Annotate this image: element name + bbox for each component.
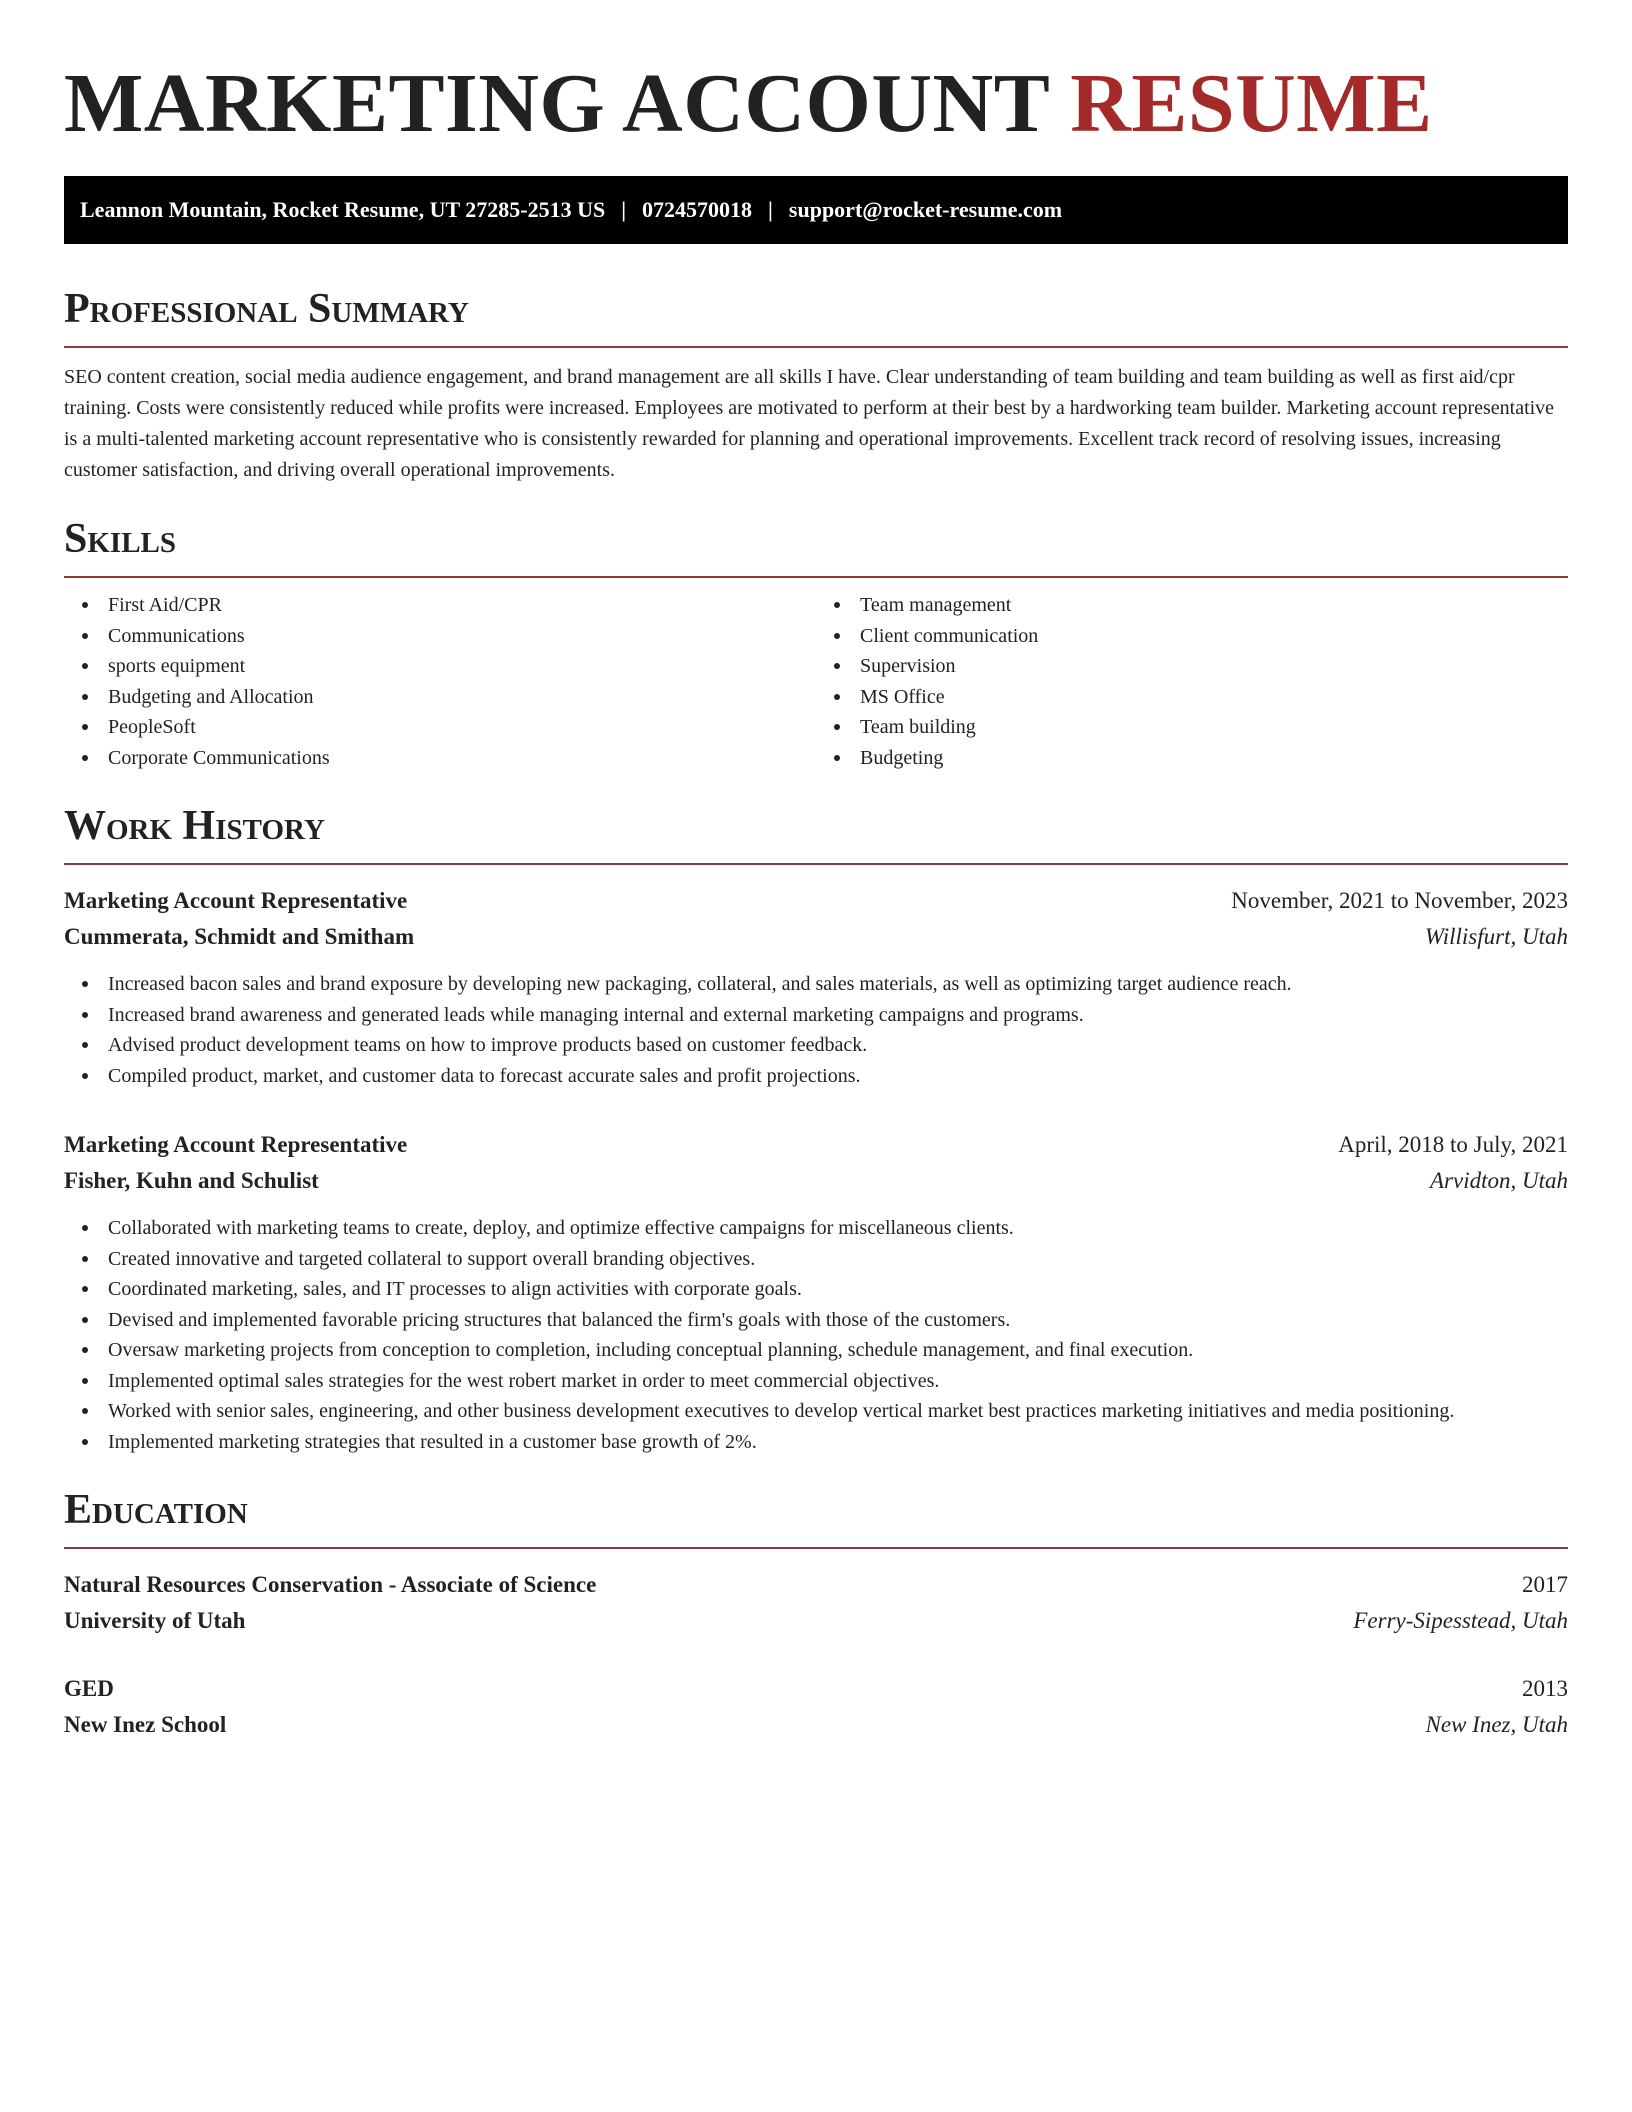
skills-list-left bbox=[64, 590, 816, 773]
job-bullet: Increased bacon sales and brand exposure by developing new packaging, collateral, and sales materials, as well as optimizing target audience reach. bbox=[108, 969, 1568, 1000]
job-header bbox=[64, 883, 1568, 919]
section-divider bbox=[64, 576, 1568, 578]
education-degree: GED bbox=[64, 1676, 114, 1701]
job-location: Willisfurt, Utah bbox=[1424, 924, 1568, 949]
job-entry bbox=[64, 1127, 1568, 1457]
job-dates: April, 2018 to July, 2021 bbox=[1338, 1132, 1568, 1157]
skills-columns bbox=[64, 590, 1568, 773]
summary-heading: Professional Summary bbox=[64, 286, 469, 332]
section-divider bbox=[64, 346, 1568, 348]
skill-item: Client communication bbox=[860, 621, 1568, 652]
skill-item: sports equipment bbox=[108, 651, 816, 682]
contact-separator: | bbox=[621, 197, 627, 222]
job-subheader bbox=[64, 919, 1568, 955]
job-header bbox=[64, 1127, 1568, 1163]
job-bullet: Advised product development teams on how to improve products based on customer feedback. bbox=[108, 1030, 1568, 1061]
contact-phone: 0724570018 bbox=[642, 197, 753, 222]
job-dates: November, 2021 to November, 2023 bbox=[1231, 888, 1568, 913]
education-school: New Inez School bbox=[64, 1712, 227, 1737]
education-year: 2017 bbox=[1522, 1572, 1568, 1597]
education-year: 2013 bbox=[1522, 1676, 1568, 1701]
skill-item: Team building bbox=[860, 712, 1568, 743]
summary-section bbox=[64, 286, 1568, 486]
education-entry bbox=[64, 1671, 1568, 1743]
title-accent: RESUME bbox=[1070, 57, 1433, 150]
education-subheader bbox=[64, 1603, 1568, 1639]
skill-item: Budgeting and Allocation bbox=[108, 682, 816, 713]
work-history-section bbox=[64, 803, 1568, 1457]
job-bullet: Implemented optimal sales strategies for the west robert market in order to meet commercial objectives. bbox=[108, 1366, 1568, 1397]
skills-list-right bbox=[816, 590, 1568, 773]
job-bullet: Created innovative and targeted collateral to support overall branding objectives. bbox=[108, 1244, 1568, 1275]
skill-item: Communications bbox=[108, 621, 816, 652]
job-company: Cummerata, Schmidt and Smitham bbox=[64, 924, 415, 949]
job-bullet: Devised and implemented favorable pricing structures that balanced the firm's goals with those of the customers. bbox=[108, 1305, 1568, 1336]
job-bullet: Worked with senior sales, engineering, and other business development executives to develop vertical market best practices marketing initiatives and media positioning. bbox=[108, 1396, 1568, 1427]
section-divider bbox=[64, 863, 1568, 865]
contact-address: Leannon Mountain, Rocket Resume, UT 27285-2513 US bbox=[80, 197, 606, 222]
resume-title bbox=[64, 56, 1568, 152]
skill-item: PeopleSoft bbox=[108, 712, 816, 743]
education-entry bbox=[64, 1567, 1568, 1639]
education-location: New Inez, Utah bbox=[1425, 1712, 1568, 1737]
contact-email: support@rocket-resume.com bbox=[788, 197, 1063, 222]
job-bullet: Coordinated marketing, sales, and IT processes to align activities with corporate goals. bbox=[108, 1274, 1568, 1305]
skill-item: First Aid/CPR bbox=[108, 590, 816, 621]
skill-item: Corporate Communications bbox=[108, 743, 816, 774]
skill-item: MS Office bbox=[860, 682, 1568, 713]
job-bullet: Compiled product, market, and customer data to forecast accurate sales and profit projections. bbox=[108, 1061, 1568, 1092]
summary-text: SEO content creation, social media audience engagement, and brand management are all skills I have. Clear understanding of team building and team building as well as first aid/cpr training. Costs were consistently reduced while profits were increased. Employees are motivated to perform at their best by a hardworking team builder. Marketing account representative is a multi-talented marketing account representative who is consistently rewarded for planning and operational improvements. Excellent track record of resolving issues, increasing customer satisfaction, and driving overall operational improvements. bbox=[64, 366, 1555, 481]
section-divider bbox=[64, 1547, 1568, 1549]
job-bullet: Oversaw marketing projects from conception to completion, including conceptual planning, schedule management, and final execution. bbox=[108, 1335, 1568, 1366]
skill-item: Supervision bbox=[860, 651, 1568, 682]
education-location: Ferry-Sipesstead, Utah bbox=[1353, 1608, 1568, 1633]
job-role: Marketing Account Representative bbox=[64, 1132, 408, 1157]
job-bullets bbox=[64, 969, 1568, 1091]
resume-page bbox=[64, 56, 1568, 1743]
job-bullet: Increased brand awareness and generated leads while managing internal and external marketing campaigns and programs. bbox=[108, 1000, 1568, 1031]
job-entry bbox=[64, 883, 1568, 1091]
job-bullets bbox=[64, 1213, 1568, 1457]
education-subheader bbox=[64, 1707, 1568, 1743]
job-company: Fisher, Kuhn and Schulist bbox=[64, 1168, 319, 1193]
skills-heading: Skills bbox=[64, 516, 177, 562]
education-school: University of Utah bbox=[64, 1608, 246, 1633]
job-bullet: Collaborated with marketing teams to create, deploy, and optimize effective campaigns for miscellaneous clients. bbox=[108, 1213, 1568, 1244]
skill-item: Budgeting bbox=[860, 743, 1568, 774]
education-degree: Natural Resources Conservation - Associate of Science bbox=[64, 1572, 597, 1597]
skill-item: Team management bbox=[860, 590, 1568, 621]
education-header bbox=[64, 1567, 1568, 1603]
education-heading: Education bbox=[64, 1487, 248, 1533]
contact-separator: | bbox=[768, 197, 773, 222]
job-location: Arvidton, Utah bbox=[1430, 1168, 1568, 1193]
job-subheader bbox=[64, 1163, 1568, 1199]
skills-section bbox=[64, 516, 1568, 773]
job-bullet: Implemented marketing strategies that resulted in a customer base growth of 2%. bbox=[108, 1427, 1568, 1458]
title-main: MARKETING ACCOUNT bbox=[64, 57, 1049, 150]
contact-bar bbox=[64, 176, 1568, 244]
work-history-heading: Work History bbox=[64, 803, 325, 849]
education-section bbox=[64, 1487, 1568, 1743]
education-header bbox=[64, 1671, 1568, 1707]
job-role: Marketing Account Representative bbox=[64, 888, 408, 913]
